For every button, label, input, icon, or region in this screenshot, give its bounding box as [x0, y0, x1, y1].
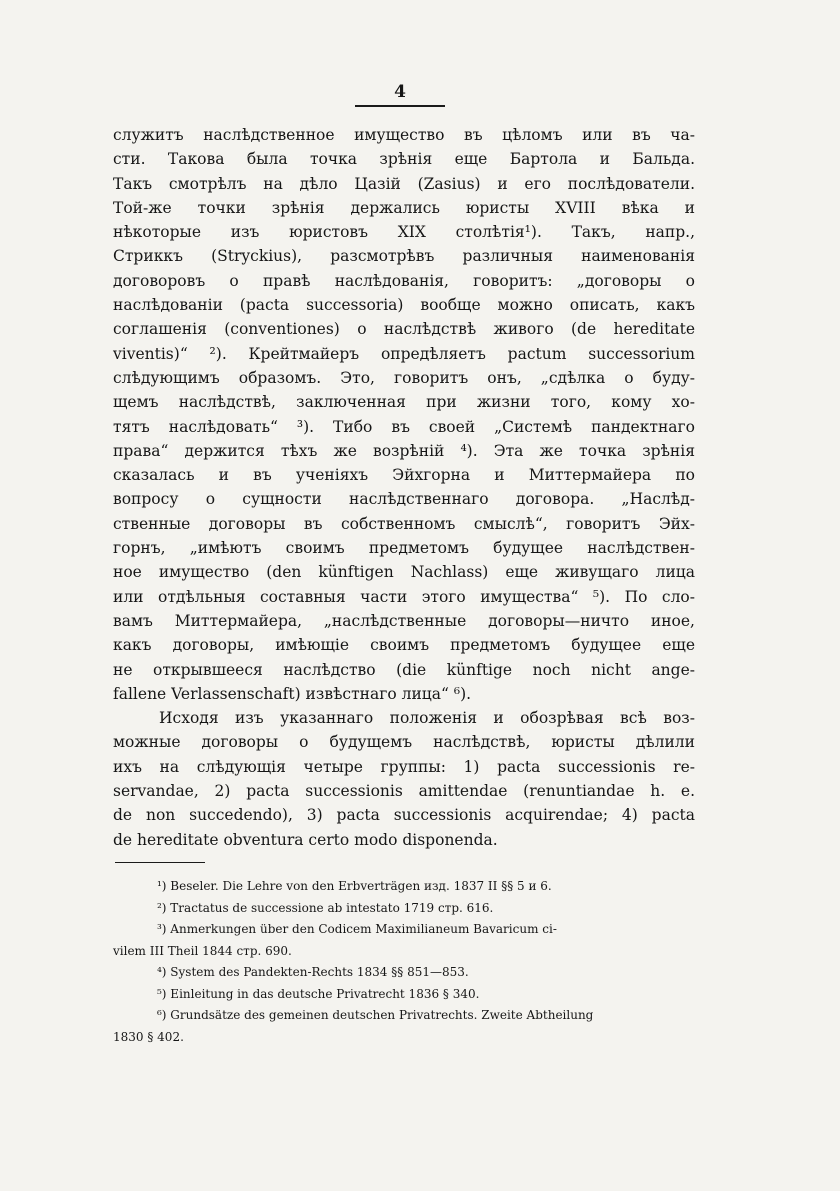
text-line: Той-же точки зрѣнія держались юристы XVIII вѣка и [113, 198, 695, 217]
paragraph-1 [113, 123, 695, 706]
text-line: viventis)“ ²). Крейтмайеръ опредѣляетъ pactum successorium [113, 344, 695, 363]
text-line: ихъ на слѣдующія четыре группы: 1) pacta successionis re- [113, 757, 695, 776]
text-line: нѣкоторые изъ юристовъ XIX столѣтія¹). Такъ, напр., [113, 223, 695, 242]
text-line: или отдѣльныя составныя части этого имущества“ ⁵). По сло- [113, 587, 695, 606]
text-line: сти. Такова была точка зрѣнія еще Бартола и Бальда. [113, 150, 695, 169]
page-number: 4 [355, 82, 445, 107]
footnote: ⁶) Grundsätze des gemeinen deutschen Privatrechts. Zweite Abtheilung [157, 1008, 594, 1022]
paragraph-2 [113, 706, 695, 852]
footnote-separator [115, 862, 205, 863]
text-line: щемъ наслѣдствѣ, заключенная при жизни того, кому хо- [113, 393, 695, 412]
text-line: вопросу о сущности наслѣдственнаго договора. „Наслѣд- [113, 490, 695, 509]
text-line: ное имущество (den künftigen Nachlass) еще живущаго лица [113, 563, 695, 582]
text-line: servandae, 2) pacta successionis amittendae (renuntiandae h. e. [113, 782, 695, 801]
text-line: договоровъ о правѣ наслѣдованія, говоритъ: „договоры о [113, 271, 695, 290]
footnote: ¹) Beseler. Die Lehre von den Erbverträgen изд. 1837 II §§ 5 и 6. [157, 879, 552, 893]
text-line: слѣдующимъ образомъ. Это, говоритъ онъ, „сдѣлка о буду- [113, 368, 695, 387]
footnote: ³) Anmerkungen über den Codicem Maximilianeum Bavaricum ci- [157, 922, 557, 936]
footnote: ²) Tractatus de successione ab intestato 1719 стр. 616. [157, 900, 494, 915]
footnote-continuation: vilem III Theil 1844 стр. 690. [113, 943, 292, 958]
text-line: fallene Verlassenschaft) извѣстнаго лица“ ⁶). [113, 684, 472, 703]
text-line: Исходя изъ указаннаго положенія и обозрѣвая всѣ воз- [159, 709, 695, 728]
main-text [113, 123, 695, 852]
text-line: соглашенія (conventiones) о наслѣдствѣ живого (de hereditate [113, 320, 695, 339]
text-line: можные договоры о будущемъ наслѣдствѣ, юристы дѣлили [113, 733, 695, 752]
footnote-continuation: 1830 § 402. [113, 1029, 184, 1044]
text-line: вамъ Миттермайера, „наслѣдственные договоры—ничто иное, [113, 611, 695, 630]
footnote: ⁵) Einleitung in das deutsche Privatrecht 1836 § 340. [157, 986, 480, 1001]
text-line: de non succedendo), 3) pacta successionis acquirendae; 4) pacta [113, 806, 695, 825]
text-line: права“ держится тѣхъ же возрѣній ⁴). Эта же точка зрѣнія [113, 441, 695, 460]
text-line: наслѣдованіи (pacta successoria) вообще можно описать, какъ [113, 296, 695, 315]
text-line: служитъ наслѣдственное имущество въ цѣломъ или въ ча- [113, 126, 695, 144]
text-line: горнъ, „имѣютъ своимъ предметомъ будущее наслѣдствен- [113, 539, 695, 558]
text-line: сказалась и въ ученіяхъ Эйхгорна и Миттермайера по [113, 466, 695, 485]
text-line: тятъ наслѣдовать“ ³). Тибо въ своей „Системѣ пандектнаго [113, 417, 695, 436]
footnotes [113, 876, 695, 1048]
text-line: Такъ смотрѣлъ на дѣло Цазій (Zasius) и его послѣдователи. [113, 174, 695, 193]
footnote: ⁴) System des Pandekten-Rechts 1834 §§ 851—853. [157, 965, 469, 979]
text-line: ственные договоры въ собственномъ смыслѣ“, говоритъ Эйх- [113, 514, 695, 533]
text-line: не открывшееся наслѣдство (die künftige noch nicht ange- [113, 660, 695, 679]
text-line: какъ договоры, имѣющіе своимъ предметомъ будущее еще [113, 636, 695, 655]
text-line: Стриккъ (Stryckius), разсмотрѣвъ различныя наименованія [113, 247, 695, 266]
text-line: de hereditate obventura certo modo disponenda. [113, 830, 498, 849]
